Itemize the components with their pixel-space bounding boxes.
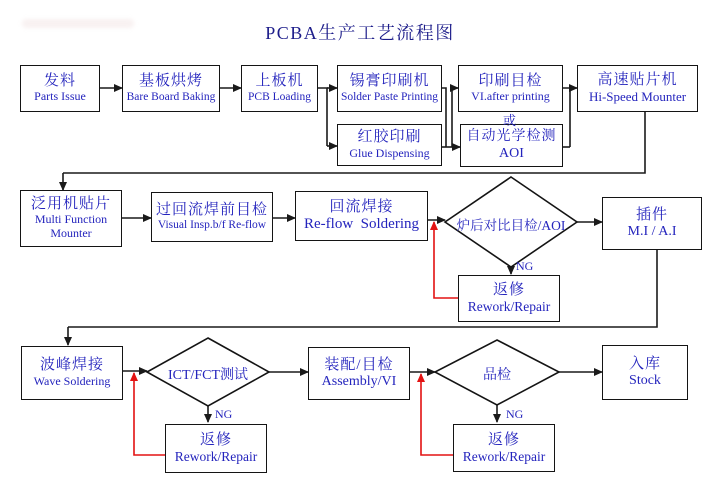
- node-bare-board-baking-en: Bare Board Baking: [126, 90, 216, 103]
- node-visual-insp-bf-reflow-zh: 过回流焊前目检: [155, 201, 268, 218]
- decision-aoi-compare-label: 炉后对比目检/AOI: [456, 218, 566, 233]
- or-label: 或: [503, 113, 517, 128]
- node-glue-dispensing-zh: 红胶印刷: [357, 129, 422, 146]
- page-title: PCBA生产工艺流程图: [265, 23, 455, 43]
- node-bare-board-baking: [122, 65, 220, 112]
- node-rework-qc: [453, 424, 555, 472]
- node-aoi: [460, 124, 563, 167]
- decision-quality-check-shape: [435, 340, 559, 405]
- node-rework-reflow: [458, 275, 560, 322]
- node-aoi-en: AOI: [499, 145, 524, 161]
- node-parts-issue: [20, 65, 100, 112]
- node-reflow-soldering-en: Re-flow Soldering: [304, 216, 419, 232]
- node-hi-speed-mounter-zh: 高速贴片机: [597, 72, 678, 89]
- node-rework-reflow-en: Rework/Repair: [467, 299, 551, 315]
- node-solder-paste-printing: [337, 65, 442, 112]
- node-visual-insp-bf-reflow-en: Visual Insp.b/f Re-flow: [157, 219, 267, 232]
- node-aoi-zh: 自动光学检测: [466, 129, 557, 145]
- node-rework-ict-en: Rework/Repair: [174, 449, 258, 465]
- decision-ict-fct-shape: [147, 338, 269, 406]
- node-glue-dispensing-en: Glue Dispensing: [349, 145, 430, 160]
- node-wave-soldering-zh: 波峰焊接: [39, 357, 104, 374]
- node-rework-reflow-zh: 返修: [492, 282, 525, 299]
- node-parts-issue-zh: 发料: [43, 72, 76, 89]
- node-stock-en: Stock: [629, 373, 661, 389]
- node-assembly-vi-zh: 装配/目检: [324, 356, 394, 373]
- decision-quality-check-label: 品检: [483, 368, 511, 383]
- node-rework-qc-en: Rework/Repair: [462, 448, 546, 464]
- node-assembly-vi: [308, 347, 410, 400]
- decision-ict-fct-label: ICT/FCT测试: [167, 368, 249, 383]
- node-hi-speed-mounter-en: Hi-Speed Mounter: [588, 88, 687, 104]
- node-parts-issue-en: Parts Issue: [34, 89, 86, 104]
- node-pcb-loading-en: PCB Loading: [248, 90, 311, 103]
- node-bare-board-baking-zh: 基板烘烤: [138, 73, 203, 90]
- node-rework-qc-zh: 返修: [487, 431, 520, 448]
- node-wave-soldering-en: Wave Soldering: [33, 373, 111, 388]
- node-reflow-soldering-zh: 回流焊接: [329, 198, 394, 215]
- rework-red-connectors: [134, 222, 458, 455]
- node-multi-function-mounter-en2: Mounter: [50, 226, 92, 241]
- node-mi-ai-en: M.I / A.I: [627, 224, 677, 240]
- node-vi-after-printing-en: VI.after printing: [471, 89, 550, 104]
- node-rework-ict: [165, 424, 267, 473]
- ng-label-quality: NG: [506, 407, 524, 421]
- node-hi-speed-mounter: [577, 65, 698, 112]
- node-assembly-vi-en: Assembly/VI: [321, 374, 397, 390]
- node-pcb-loading-zh: 上板机: [255, 73, 304, 90]
- decision-aoi-compare-shape: [445, 177, 577, 267]
- node-multi-function-mounter-zh: 泛用机贴片: [30, 196, 111, 213]
- node-stock-zh: 入库: [628, 355, 661, 372]
- node-pcb-loading: [241, 65, 318, 112]
- node-multi-function-mounter-en: Multi Function: [34, 212, 108, 227]
- node-vi-after-printing: [458, 65, 563, 112]
- node-multi-function-mounter: [20, 190, 122, 247]
- node-glue-dispensing: [337, 124, 442, 166]
- node-stock: [602, 345, 688, 400]
- node-rework-ict-zh: 返修: [199, 432, 232, 449]
- ng-label-ict: NG: [215, 407, 233, 421]
- node-mi-ai: [602, 197, 702, 250]
- node-solder-paste-printing-zh: 锡膏印刷机: [349, 73, 430, 90]
- node-solder-paste-printing-en: Solder Paste Printing: [340, 90, 439, 103]
- node-wave-soldering: [21, 346, 123, 400]
- node-vi-after-printing-zh: 印刷目检: [478, 72, 543, 89]
- node-mi-ai-zh: 插件: [635, 206, 668, 223]
- node-visual-insp-bf-reflow: [151, 192, 273, 242]
- node-reflow-soldering: [295, 191, 428, 241]
- ng-label-aoi-compare: NG: [516, 259, 534, 273]
